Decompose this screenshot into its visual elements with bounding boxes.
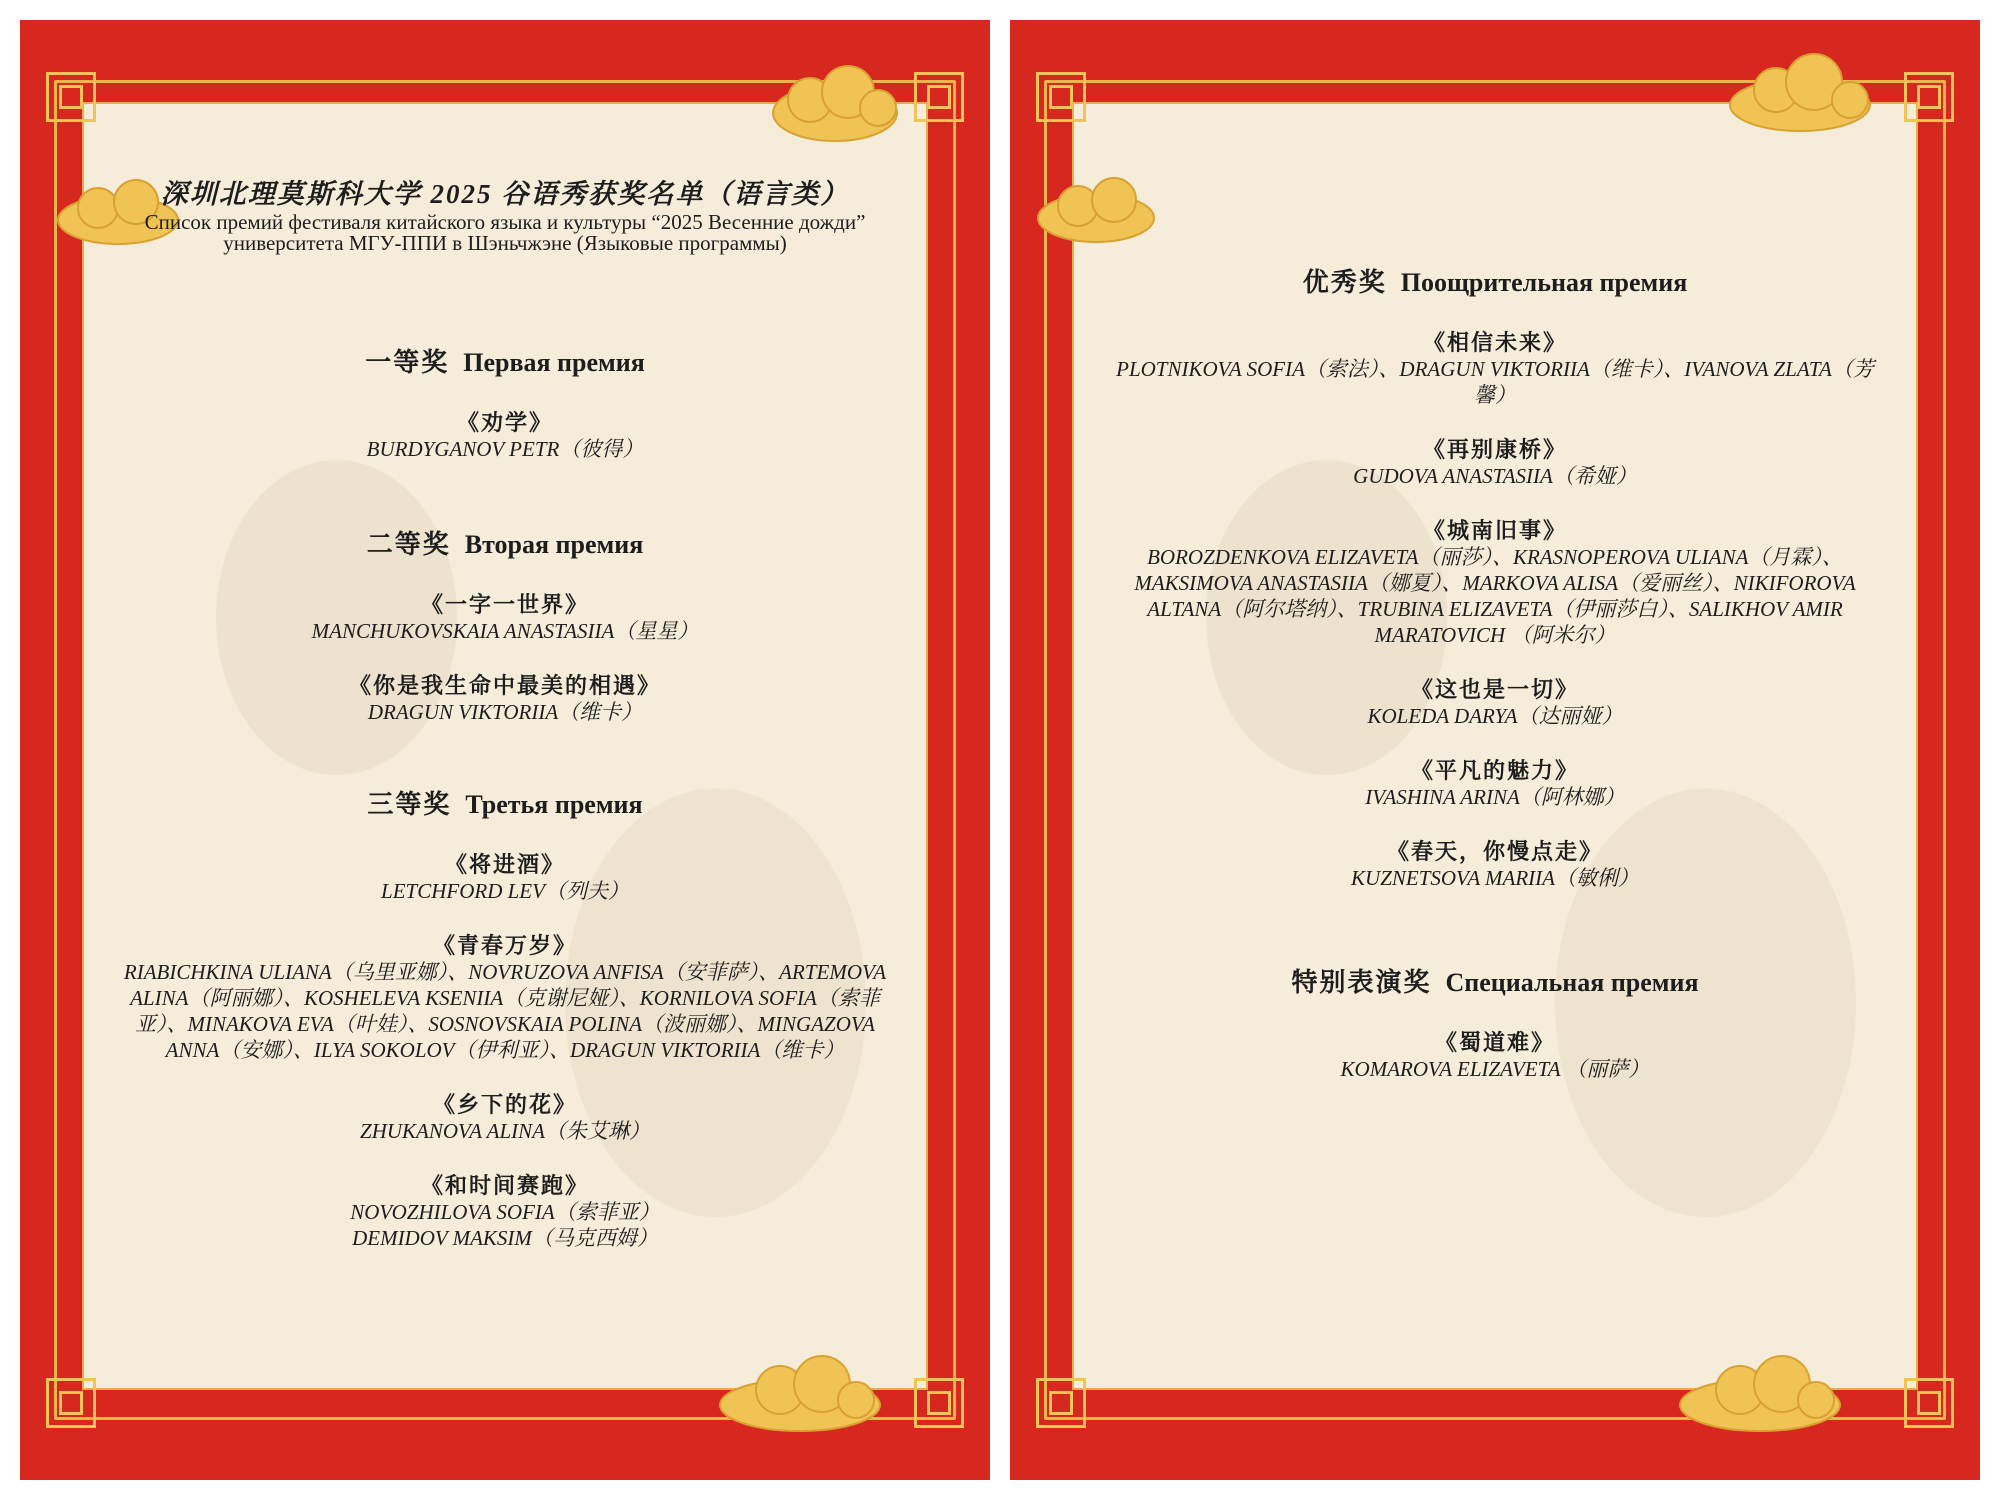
section-heading-zh: 特别表演奖: [1291, 968, 1432, 997]
winner-names: BURDYGANOV PETR（彼得）: [366, 437, 644, 461]
page-title: 深圳北理莫斯科大学 2025 谷语秀获奖名单（语言类）: [160, 179, 850, 209]
award-section-second: [82, 524, 928, 753]
award-entry: [82, 591, 928, 644]
poem-title: 《乡下的花》: [432, 1092, 577, 1117]
award-entry: [82, 1172, 928, 1251]
poem-title: 《相信未来》: [1422, 330, 1567, 355]
section-heading-ru: Вторая премия: [464, 530, 644, 559]
page-content: [82, 102, 928, 1390]
section-heading-ru: Специальная премия: [1445, 968, 1699, 997]
award-section-honorable: [1072, 262, 1918, 919]
winner-names: KOLEDA DARYA（达丽娅）: [1367, 704, 1623, 728]
award-section-special: [1072, 962, 1918, 1110]
winner-names: RIABICHKINA ULIANA（乌里亚娜）、NOVRUZOVA ANFISA（安菲萨）、ARTEMOVA ALINA（阿丽娜）、KOSHELEVA KSENIIA（克谢尼娅）、KORNILOVA SOFIA（索菲亚）、MINAKOVA EVA（叶娃）、SOSNOVSKAIA POLINA（波丽娜）、MINGAZOVA ANNA（安娜）、ILYA SOKOLOV（伊利亚）、DRAGUN VIKTORIIA（维卡）: [123, 960, 887, 1062]
award-page-left: [20, 20, 990, 1480]
winner-names: KUZNETSOVA MARIIA（敏俐）: [1351, 866, 1639, 890]
section-heading-zh: 二等奖: [366, 530, 451, 559]
section-heading: [82, 784, 928, 821]
award-entry: [82, 409, 928, 462]
poem-title: 《你是我生命中最美的相遇》: [348, 673, 661, 698]
winner-names: GUDOVA ANASTASIIA（希娅）: [1353, 464, 1637, 488]
award-section-third: [82, 784, 928, 1279]
page-subtitle: Список премий фестиваля китайского языка и культуры “2025 Весенние дожди” университета МГУ-ППИ в Шэньчжэне (Языковые программы): [144, 210, 866, 255]
award-page-right: [1010, 20, 1980, 1480]
section-heading-ru: Третья премия: [465, 790, 643, 819]
poem-title: 《青春万岁》: [432, 933, 577, 958]
winner-names: ZHUKANOVA ALINA（朱艾琳）: [360, 1119, 650, 1143]
poem-title: 《一字一世界》: [420, 592, 589, 617]
section-heading: [82, 524, 928, 561]
winner-names: PLOTNIKOVA SOFIA（索法）、DRAGUN VIKTORIIA（维卡）、IVANOVA ZLATA（芳馨）: [1116, 357, 1874, 407]
winner-names: DRAGUN VIKTORIIA（维卡）: [367, 700, 643, 724]
winner-names: NOVOZHILOVA SOFIA（索菲亚） DEMIDOV MAKSIM（马克西姆）: [350, 1200, 660, 1250]
award-entry: [82, 672, 928, 725]
section-heading-zh: 一等奖: [365, 348, 450, 377]
winner-names: KOMAROVA ELIZAVETA （丽萨）: [1340, 1057, 1650, 1081]
award-entry: [1072, 436, 1918, 489]
section-heading-ru: Первая премия: [463, 348, 645, 377]
winner-names: IVASHINA ARINA（阿林娜）: [1365, 785, 1625, 809]
page-content: [1072, 102, 1918, 1390]
poem-title: 《蜀道难》: [1434, 1030, 1555, 1055]
winner-names: BOROZDENKOVA ELIZAVETA（丽莎）、KRASNOPEROVA ULIANA（月霖）、MAKSIMOVA ANASTASIIA（娜夏）、MARKOVA ALISA（爱丽丝）、NIKIFOROVA ALTANA（阿尔塔纳）、TRUBINA ELIZAVETA（伊丽莎白）、SALIKHOV AMIR MARATOVICH （阿米尔）: [1134, 545, 1856, 647]
award-section-first: [82, 342, 928, 490]
section-heading: [1072, 962, 1918, 999]
poem-title: 《春天，你慢点走》: [1386, 839, 1603, 864]
poem-title: 《将进酒》: [444, 852, 565, 877]
poem-title: 《城南旧事》: [1422, 518, 1567, 543]
award-entry: [1072, 329, 1918, 408]
award-entry: [82, 851, 928, 904]
award-entry: [82, 1091, 928, 1144]
section-heading-zh: 三等奖: [367, 790, 452, 819]
poem-title: 《劝学》: [456, 410, 553, 435]
winner-names: MANCHUKOVSKAIA ANASTASIIA（星星）: [311, 619, 699, 643]
poem-title: 《再别康桥》: [1422, 437, 1567, 462]
section-heading-zh: 优秀奖: [1302, 268, 1387, 297]
award-entry: [1072, 676, 1918, 729]
award-entry: [1072, 517, 1918, 648]
winner-names: LETCHFORD LEV（列夫）: [381, 879, 629, 903]
award-entry: [1072, 1029, 1918, 1082]
section-heading: [1072, 262, 1918, 299]
section-heading-ru: Поощрительная премия: [1400, 268, 1688, 297]
award-entry: [82, 932, 928, 1063]
section-heading: [82, 342, 928, 379]
award-entry: [1072, 838, 1918, 891]
poem-title: 《和时间赛跑》: [420, 1173, 589, 1198]
poem-title: 《平凡的魅力》: [1410, 758, 1579, 783]
award-entry: [1072, 757, 1918, 810]
poem-title: 《这也是一切》: [1410, 677, 1579, 702]
